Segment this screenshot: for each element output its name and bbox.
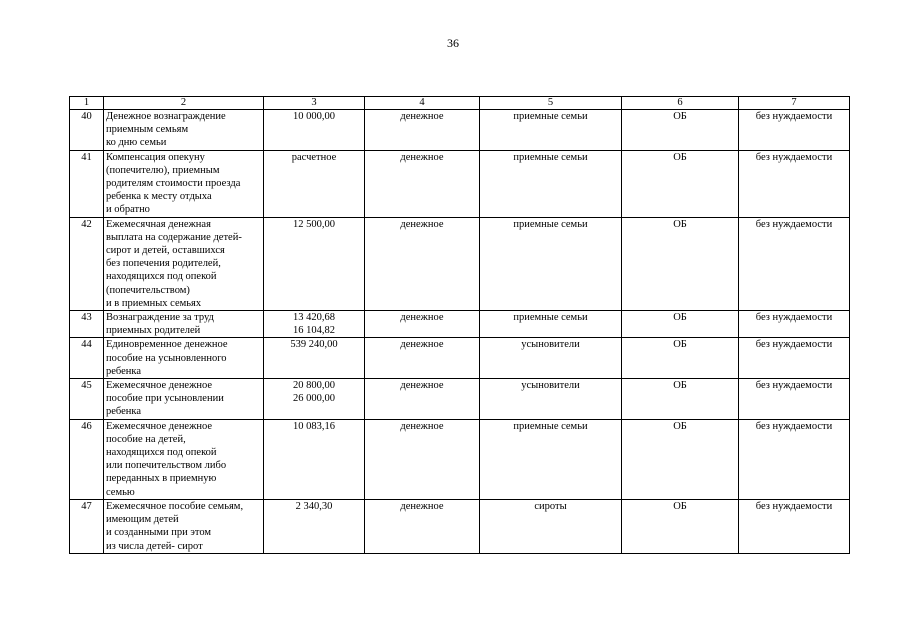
benefit-amount: 10 083,16 xyxy=(264,419,365,499)
table-row xyxy=(70,419,850,499)
benefit-amount: 20 800,00 26 000,00 xyxy=(264,379,365,420)
funding-source: ОБ xyxy=(622,338,739,379)
eligibility-condition: без нуждаемости xyxy=(739,311,850,338)
benefit-recipient: приемные семьи xyxy=(480,217,622,310)
funding-source: ОБ xyxy=(622,499,739,553)
eligibility-condition: без нуждаемости xyxy=(739,150,850,217)
benefit-name: Единовременное денежное пособие на усыновленного ребенка xyxy=(104,338,264,379)
benefit-type: денежное xyxy=(365,419,480,499)
benefit-recipient: приемные семьи xyxy=(480,419,622,499)
benefit-recipient: приемные семьи xyxy=(480,110,622,151)
benefit-name: Вознаграждение за труд приемных родителей xyxy=(104,311,264,338)
funding-source: ОБ xyxy=(622,379,739,420)
funding-source: ОБ xyxy=(622,217,739,310)
benefit-amount: 13 420,68 16 104,82 xyxy=(264,311,365,338)
column-header: 6 xyxy=(622,97,739,110)
benefit-type: денежное xyxy=(365,110,480,151)
benefit-amount: расчетное xyxy=(264,150,365,217)
row-number: 42 xyxy=(70,217,104,310)
row-number: 47 xyxy=(70,499,104,553)
benefit-name: Ежемесячное денежное пособие при усыновлении ребенка xyxy=(104,379,264,420)
benefit-amount: 12 500,00 xyxy=(264,217,365,310)
funding-source: ОБ xyxy=(622,311,739,338)
table-row xyxy=(70,338,850,379)
table-row xyxy=(70,499,850,553)
benefits-table xyxy=(69,96,850,554)
benefit-name: Ежемесячная денежная выплата на содержание детей- сирот и детей, оставшихся без попечения родителей, находящихся под опекой (попечительством) и в приемных семьях xyxy=(104,217,264,310)
row-number: 44 xyxy=(70,338,104,379)
benefit-type: денежное xyxy=(365,311,480,338)
benefit-type: денежное xyxy=(365,379,480,420)
benefit-name: Ежемесячное денежное пособие на детей, находящихся под опекой или попечительством либо переданных в приемную семью xyxy=(104,419,264,499)
row-number: 41 xyxy=(70,150,104,217)
benefit-type: денежное xyxy=(365,499,480,553)
funding-source: ОБ xyxy=(622,110,739,151)
benefit-name: Компенсация опекуну (попечителю), приемным родителям стоимости проезда ребенка к месту отдыха и обратно xyxy=(104,150,264,217)
row-number: 43 xyxy=(70,311,104,338)
column-header: 1 xyxy=(70,97,104,110)
funding-source: ОБ xyxy=(622,419,739,499)
row-number: 40 xyxy=(70,110,104,151)
benefit-recipient: усыновители xyxy=(480,338,622,379)
table-header-row xyxy=(70,97,850,110)
column-header: 7 xyxy=(739,97,850,110)
benefit-recipient: приемные семьи xyxy=(480,150,622,217)
benefit-name: Ежемесячное пособие семьям, имеющим детей и созданными при этом из числа детей- сирот xyxy=(104,499,264,553)
benefit-type: денежное xyxy=(365,338,480,379)
column-header: 4 xyxy=(365,97,480,110)
table-row xyxy=(70,150,850,217)
benefit-type: денежное xyxy=(365,150,480,217)
eligibility-condition: без нуждаемости xyxy=(739,379,850,420)
eligibility-condition: без нуждаемости xyxy=(739,338,850,379)
benefit-name: Денежное вознаграждение приемным семьям ко дню семьи xyxy=(104,110,264,151)
benefit-amount: 2 340,30 xyxy=(264,499,365,553)
table-row xyxy=(70,110,850,151)
benefit-recipient: усыновители xyxy=(480,379,622,420)
benefit-amount: 539 240,00 xyxy=(264,338,365,379)
column-header: 5 xyxy=(480,97,622,110)
funding-source: ОБ xyxy=(622,150,739,217)
eligibility-condition: без нуждаемости xyxy=(739,217,850,310)
benefit-type: денежное xyxy=(365,217,480,310)
benefit-recipient: сироты xyxy=(480,499,622,553)
row-number: 45 xyxy=(70,379,104,420)
eligibility-condition: без нуждаемости xyxy=(739,419,850,499)
table-row xyxy=(70,217,850,310)
benefit-recipient: приемные семьи xyxy=(480,311,622,338)
column-header: 2 xyxy=(104,97,264,110)
page-number: 36 xyxy=(447,36,459,50)
column-header: 3 xyxy=(264,97,365,110)
benefit-amount: 10 000,00 xyxy=(264,110,365,151)
table-row xyxy=(70,379,850,420)
table-row xyxy=(70,311,850,338)
eligibility-condition: без нуждаемости xyxy=(739,499,850,553)
row-number: 46 xyxy=(70,419,104,499)
eligibility-condition: без нуждаемости xyxy=(739,110,850,151)
